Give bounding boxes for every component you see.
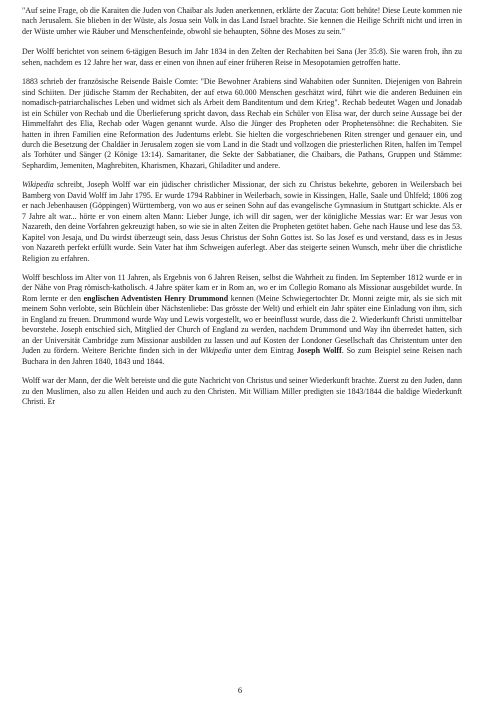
conversion-text-d: . So zum Beispiel seine Reisen nach Buchara in den Jahren 1840, 1843 und 1844. — [22, 346, 463, 366]
conversion-text-b: kennen (Meine Schwiegertochter Dr. Monni zeigte mir, als sie sich mit meinem Sohn verlobte, sein Büchlein über Nächstenliebe: Das grösste der Welt) und erhielt ein Jahr später eine Einladung von ihm, sich in England zu freuen. Drummond wurde Way und Lewis vorgestellt, wo er beeinflusst wurde, dass die 2. Wiederkunft Christi unmittelbar bevorstehe. Joseph entschied sich, Mitglied der Church of England zu werden, nachdem Drummond und Way ihn überredet hatten, sich an der Universität Cambridge zum Missionar ausbilden zu lassen und auf Kosten der Londoner Gesellschaft das Christentum unter den Juden zu fördern. Weitere Berichte finden sich in der — [22, 293, 462, 356]
paragraph-closing: Wolff war der Mann, der die Welt bereiste und die gute Nachricht von Christus und seiner Wiederkunft brachte. Zuerst zu den Juden, dann zu den Muslimen, also zu allen Heiden und auch zu den Christen. Mit William Miller predigten sie 1843/1844 die baldige Wiederkunft Christi. Er — [22, 376, 462, 406]
joseph-wolff-entry-bold: Joseph Wolff — [296, 346, 342, 356]
paragraph-wikipedia-wolff — [22, 180, 462, 264]
paragraph-comte-1883: 1883 schrieb der französische Reisende Baisle Comte: "Die Bewohner Arabiens sind Wahabiten oder Sunniten. Diejenigen von Bahrein sind Schiiten. Der jüdische Stamm der Rechabiten, der auf etwa 60.000 Menschen geschätzt wird, führt wie die anderen Beduinen ein nomadisch-patriarchalisches Leben und widmet sich als Arbeit dem Banditentum und dem Krieg". Rechab bedeutet Wagen und Jonadab ist ein Schüler von Rechab und die Überlieferung spricht davon, dass Rechab ein Schüler von Elisa war, der durch seine Aussage bei der Himmelfahrt des Elia, Rechab oder Wagen genannt wurde. Also die Jünger des Propheten oder Prophetensöhne: die Rechabiten. Sie hatten in ihren Familien eine Reformation des Judentums erlebt. Sie hielten die vorgeschriebenen Riten strenger und genauer ein, und durch die Besetzung der Chaldäer in Jerusalem zogen sie vom Land in die Stadt und vollzogen die priesterlichen Riten, halfen im Tempel als Torhüter und Sänger (2 Könige 13:14). Samaritaner, die Sekte der Sabbatianer, die Chaibars, die Pathans, Gruppen und Stämme: Sephardim, Jemeniten, Maghrebiten, Kharismen, Khazari, Ghiladiter und andere. — [22, 77, 462, 170]
paragraph-zacuta-quote: "Auf seine Frage, ob die Karaiten die Juden von Chaibar als Juden anerkennen, erklärte der Zacuta: Gott behüte! Diese Leute kommen nie nach Jerusalem. Sie blieben in der Wüste, als Josua sein Volk in das Land Israel brachte. Sie kennen die Heilige Schrift nicht und irren in der Wüste umher wie Räuber und Menschenfeinde, obwohl sie behaupten, Söhne des Moses zu sein." — [22, 6, 462, 36]
page-number: 6 — [237, 685, 243, 695]
wikipedia-reference-italic: Wikipedia — [199, 346, 232, 356]
paragraph-wolff-visit: Der Wolff berichtet von seinem 6-tägigen Besuch im Jahr 1834 in den Zelten der Rechabiten bei Sana (Jer 35:8). Sie waren froh, ihn zu sehen, nachdem es 12 Jahre her war, dass er einen von ihnen auf einer früheren Reise in Mesopotamien getroffen hatte. — [22, 47, 462, 67]
drummond-name-bold: englischen Adventisten Henry Drummond — [83, 293, 229, 303]
conversion-text-a: Wolff beschloss im Alter von 11 Jahren, als Ergebnis von 6 Jahren Reisen, selbst die Wahrheit zu finden. Im September 1812 wurde er in der Nähe von Prag römisch-katholisch. 4 Jahre später kam er in Rom an, wo er im Collegio Romano als Missionar ausgebildet wurde. In Rom lernte er den — [22, 272, 462, 303]
paragraph-conversion — [22, 273, 462, 367]
wikipedia-paragraph-text: schreibt, Joseph Wolff war ein jüdischer christlicher Missionar, der sich zu Christus bekehrte, geboren in Weilersbach bei Bamberg von David Wolff im Jahr 1795. Er wurde 1794 Rabbiner in Weilerbach, sowie in Kissingen, Halle, Saale und Ühlfeld; 1806 zog er nach Jebenhausen (Göppingen) Württemberg, von wo aus er seinen Sohn auf das evangelische Gymnasium in Stuttgart schickte. Als er 7 Jahre alt war... hörte er von einem alten Mann: Lieber Junge, ich will dir sagen, wer der königliche Messias war: Er war Jesus von Nazareth, den deine Vorfahren gekreuzigt haben, so wie sie in alten Zeiten die Propheten getötet haben. Gehe nach Hause und lese das 53. Kapitel von Jesaja, und Du wirdst überzeugt sein, dass Jesus Christus der Sohn Gottes ist. So las Josef es und verstand, dass es in Jesus von Nazareth perfekt erfüllt wurde. Sein Vater hat ihm Schweigen auferlegt. Aber das steigerte seinen Wunsch, mehr über die christliche Religion zu erfahren. — [22, 180, 462, 263]
conversion-text-c: unter dem Eintrag — [231, 346, 297, 356]
wikipedia-source-italic: Wikipedia — [22, 180, 54, 190]
